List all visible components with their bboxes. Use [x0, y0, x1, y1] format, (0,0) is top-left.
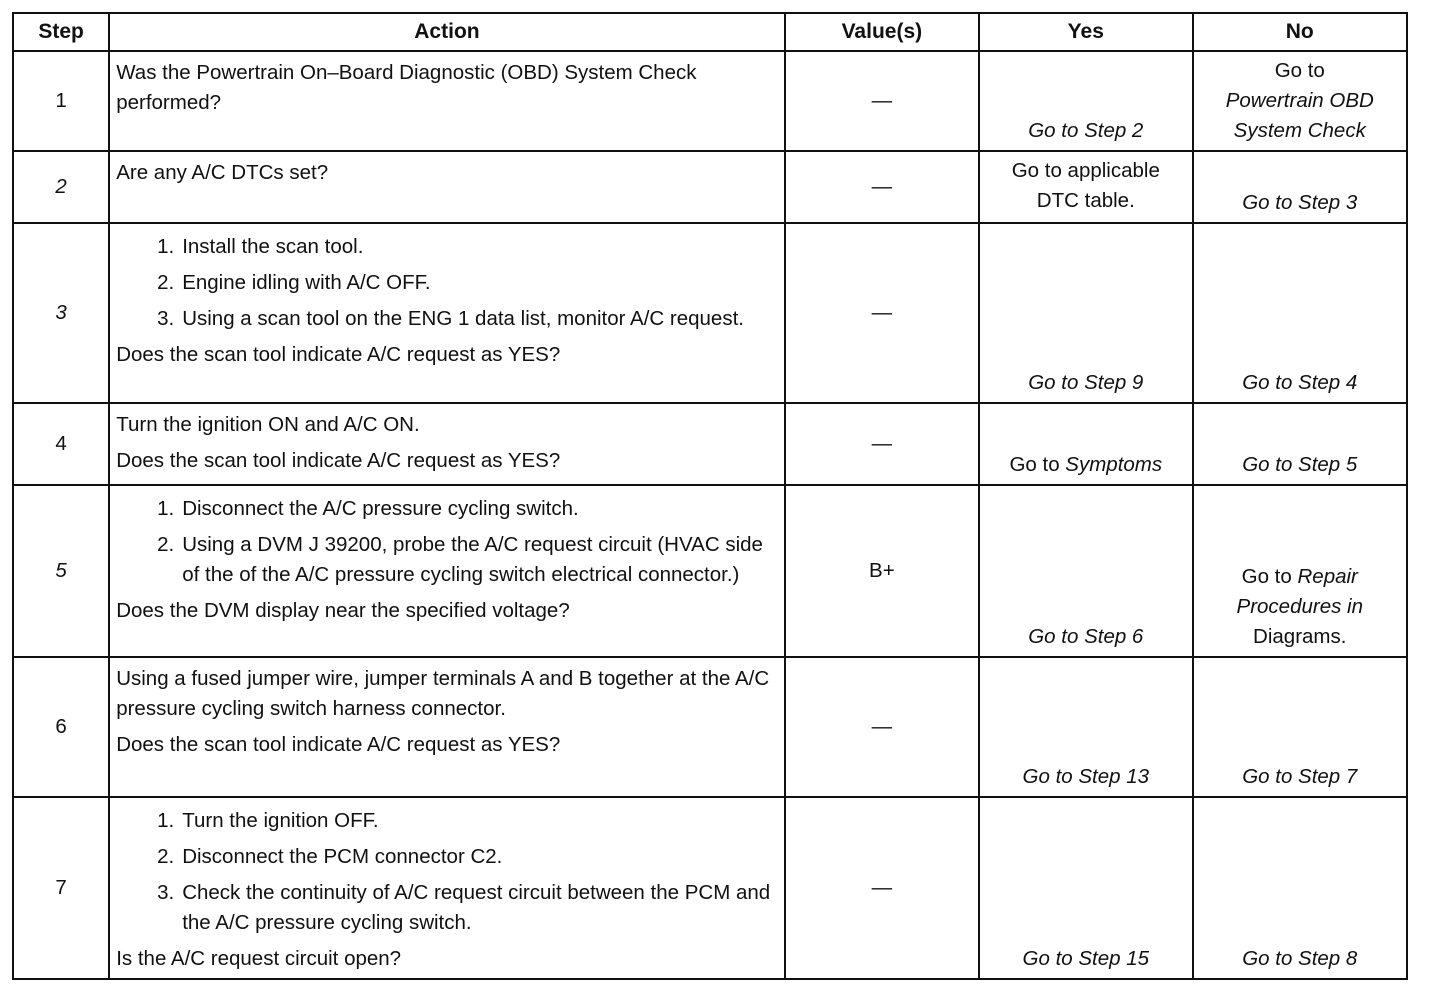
table-row	[13, 51, 1407, 151]
item-number: 3.	[157, 307, 175, 330]
action-text: Was the Powertrain On–Board Diagnostic (OBD) System Check performed?	[116, 61, 697, 114]
no-cell	[1193, 51, 1407, 151]
question-text: Does the DVM display near the specified voltage?	[116, 599, 570, 622]
header-values: Value(s)	[785, 13, 979, 51]
yes-text: Go to Step 15	[1022, 947, 1150, 970]
no-link-2: Procedures in	[1236, 595, 1363, 618]
step-number: 4	[13, 403, 109, 485]
value-cell: —	[785, 51, 979, 151]
no-cell	[1193, 151, 1407, 223]
item-text: Using a DVM J 39200, probe the A/C request circuit (HVAC side of the of the A/C pressure cycling switch electrical connector.)	[182, 533, 763, 586]
action-text: Turn the ignition ON and A/C ON.	[116, 413, 420, 436]
no-text: Go to Step 7	[1242, 765, 1358, 788]
substep-list	[116, 806, 777, 938]
question-text: Does the scan tool indicate A/C request as YES?	[116, 449, 561, 472]
no-text-3: System Check	[1233, 119, 1366, 142]
yes-text: Go to Step 2	[1028, 119, 1144, 142]
action-cell	[109, 403, 784, 485]
list-item	[156, 530, 777, 590]
step-number: 3	[13, 223, 109, 403]
yes-cell	[979, 657, 1192, 797]
step-number: 2	[13, 151, 109, 223]
table-row	[13, 485, 1407, 657]
value-cell: —	[785, 223, 979, 403]
header-step: Step	[13, 13, 109, 51]
list-item	[156, 806, 777, 836]
list-item	[156, 268, 777, 298]
no-cell	[1193, 797, 1407, 979]
value-cell: —	[785, 403, 979, 485]
value-cell: —	[785, 151, 979, 223]
no-text: Diagrams.	[1253, 625, 1347, 648]
list-item	[156, 842, 777, 872]
no-cell	[1193, 223, 1407, 403]
yes-cell	[979, 151, 1192, 223]
action-cell	[109, 657, 784, 797]
item-text: Check the continuity of A/C request circuit between the PCM and the A/C pressure cycling switch.	[182, 881, 771, 934]
action-text: Are any A/C DTCs set?	[116, 161, 329, 184]
no-cell	[1193, 403, 1407, 485]
no-text: Go to Step 8	[1242, 947, 1358, 970]
step-number: 6	[13, 657, 109, 797]
item-text: Disconnect the A/C pressure cycling switch.	[182, 497, 579, 520]
yes-cell	[979, 485, 1192, 657]
yes-text-1: Go to applicable	[1011, 159, 1160, 182]
yes-text: Go to Step 6	[1028, 625, 1144, 648]
yes-text-2: DTC table.	[1036, 189, 1135, 212]
item-number: 1.	[157, 809, 175, 832]
header-yes: Yes	[979, 13, 1192, 51]
item-text: Disconnect the PCM connector C2.	[182, 845, 503, 868]
item-number: 3.	[157, 881, 175, 904]
no-prefix: Go to	[1241, 565, 1298, 588]
header-no: No	[1193, 13, 1407, 51]
substep-list	[116, 494, 777, 590]
no-cell	[1193, 485, 1407, 657]
item-text: Install the scan tool.	[182, 235, 364, 258]
list-item	[156, 304, 777, 334]
question-text: Does the scan tool indicate A/C request as YES?	[116, 733, 561, 756]
yes-text: Go to Step 13	[1022, 765, 1150, 788]
item-text: Engine idling with A/C OFF.	[182, 271, 431, 294]
substep-list	[116, 232, 777, 334]
step-number: 7	[13, 797, 109, 979]
table-row	[13, 657, 1407, 797]
item-number: 2.	[157, 271, 175, 294]
item-text: Turn the ignition OFF.	[182, 809, 379, 832]
value-cell: —	[785, 657, 979, 797]
no-cell	[1193, 657, 1407, 797]
action-cell	[109, 51, 784, 151]
item-number: 2.	[157, 533, 175, 556]
question-text: Does the scan tool indicate A/C request as YES?	[116, 343, 561, 366]
list-item	[156, 494, 777, 524]
action-cell	[109, 797, 784, 979]
action-cell	[109, 223, 784, 403]
item-number: 2.	[157, 845, 175, 868]
yes-cell	[979, 797, 1192, 979]
table-row	[13, 223, 1407, 403]
header-action: Action	[109, 13, 784, 51]
yes-prefix: Go to	[1009, 453, 1066, 476]
action-cell	[109, 485, 784, 657]
question-text: Is the A/C request circuit open?	[116, 947, 402, 970]
yes-cell	[979, 223, 1192, 403]
no-text: Go to Step 4	[1242, 371, 1358, 394]
item-number: 1.	[157, 497, 175, 520]
header-row	[13, 13, 1407, 51]
no-text-1: Go to	[1274, 59, 1325, 82]
item-text: Using a scan tool on the ENG 1 data list, monitor A/C request.	[182, 307, 744, 330]
value-cell: B+	[785, 485, 979, 657]
step-number: 1	[13, 51, 109, 151]
yes-link: Symptoms	[1065, 453, 1163, 476]
table-row	[13, 151, 1407, 223]
list-item	[156, 232, 777, 262]
no-text: Go to Step 3	[1242, 191, 1358, 214]
no-text: Go to Step 5	[1242, 453, 1358, 476]
item-number: 1.	[157, 235, 175, 258]
no-link-1: Repair	[1297, 565, 1358, 588]
table-row	[13, 797, 1407, 979]
value-cell: —	[785, 797, 979, 979]
step-number: 5	[13, 485, 109, 657]
yes-cell	[979, 403, 1192, 485]
list-item	[156, 878, 777, 938]
yes-cell	[979, 51, 1192, 151]
diagnostic-table	[12, 12, 1408, 980]
table-row	[13, 403, 1407, 485]
yes-text: Go to Step 9	[1028, 371, 1144, 394]
action-cell	[109, 151, 784, 223]
no-text-2: Powertrain OBD	[1225, 89, 1374, 112]
action-text: Using a fused jumper wire, jumper terminals A and B together at the A/C pressure cycling switch harness connector.	[116, 667, 770, 720]
